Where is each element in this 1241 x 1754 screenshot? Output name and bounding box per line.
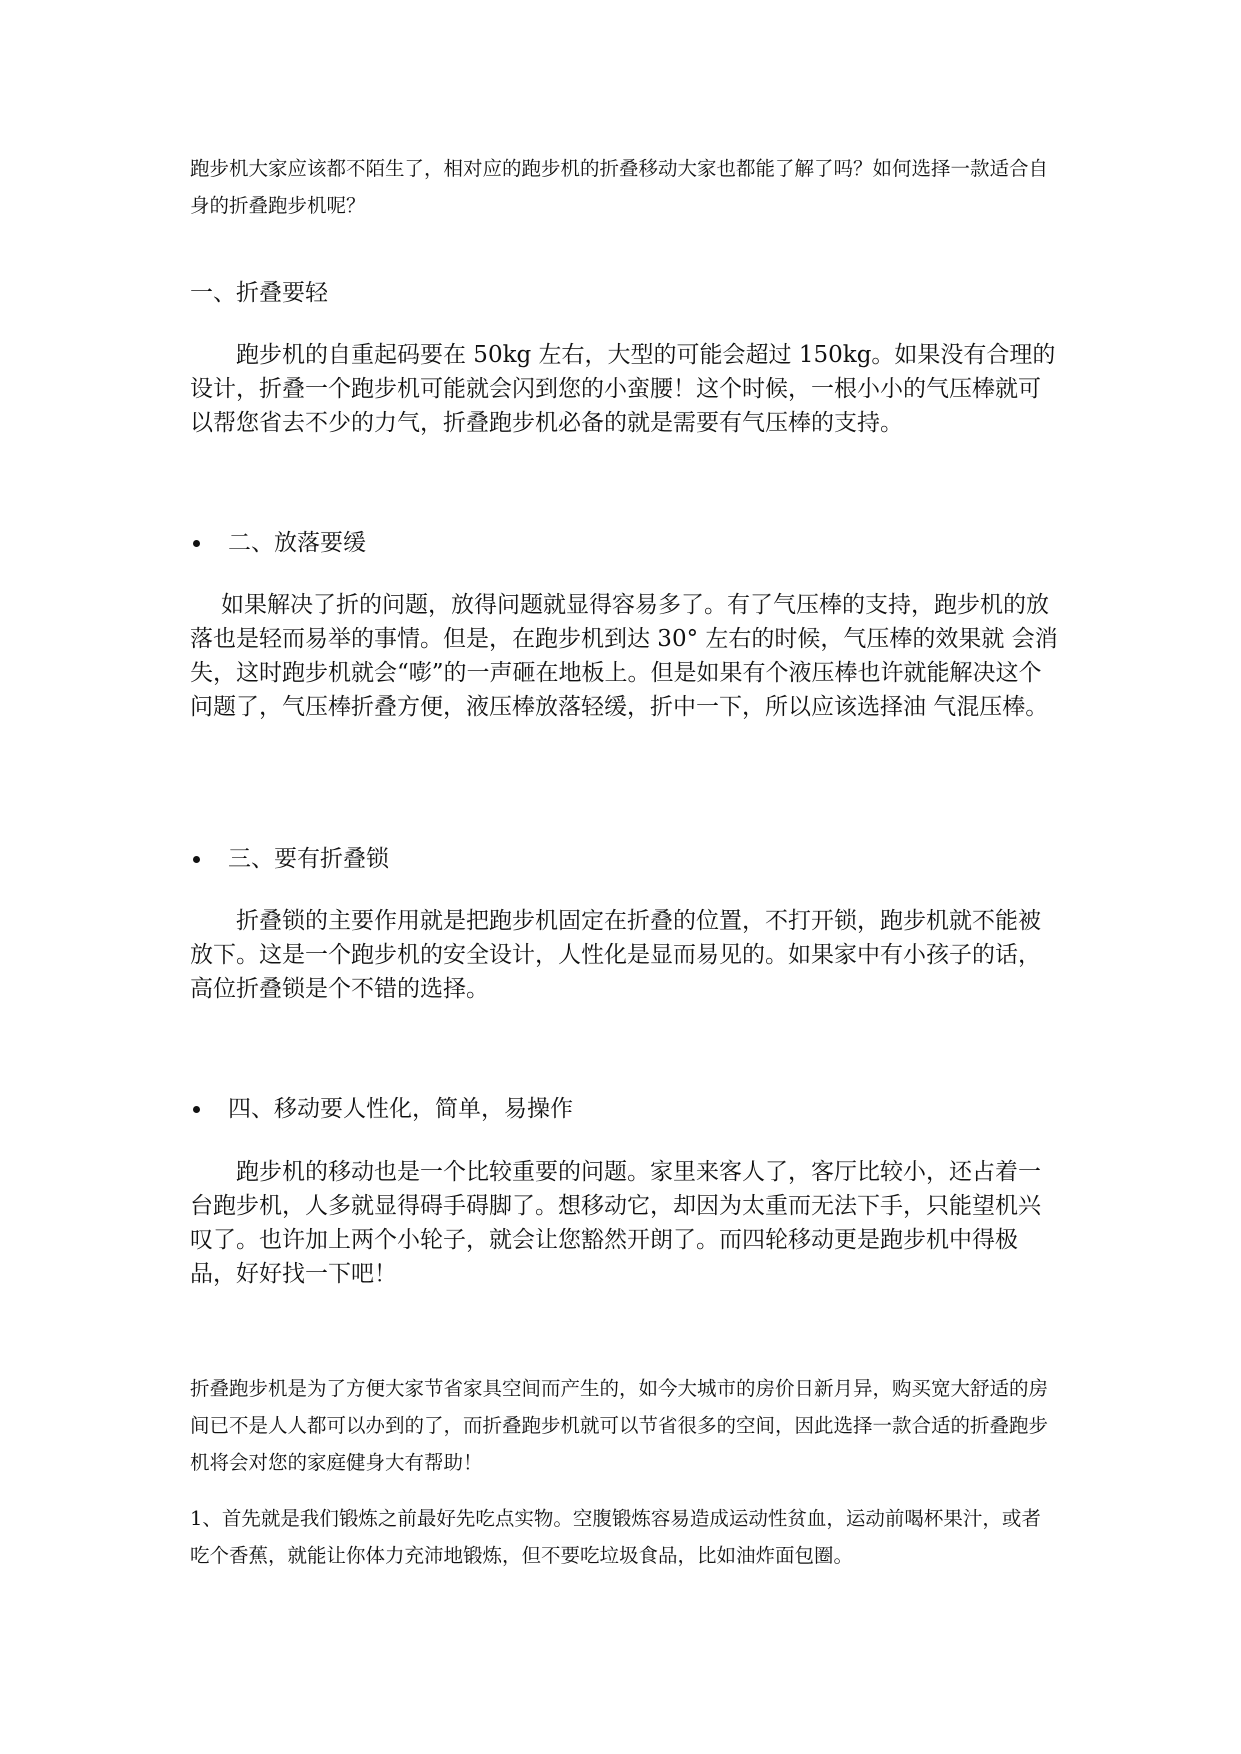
section-body-3: 折叠锁的主要作用就是把跑步机固定在折叠的位置，不打开锁，跑步机就不能被放下。这是一个跑步机的安全设计，人性化是显而易见的。如果家中有小孩子的话，高位折叠锁是个不错的选择。 xyxy=(190,908,1041,1002)
section-body-2: 如果解决了折的问题，放得问题就显得容易多了。有了气压棒的支持，跑步机的放落也是轻而易举的事情。但是，在跑步机到达 30° 左右的时候，气压棒的效果就 会消失，这时跑步机就会“嘭”的一声砸在地板上。但是如果有个液压棒也许就能解决这个问题了，气压棒折叠方便，液压棒放落轻缓，折中一下，所以应该选择油 气混压棒。 xyxy=(190,592,1058,720)
intro-paragraph: 跑步机大家应该都不陌生了，相对应的跑步机的折叠移动大家也都能了解了吗？如何选择一款适合自身的折叠跑步机呢？ xyxy=(190,157,1049,217)
section-heading-4: 四、移动要人性化，简单，易操作 xyxy=(228,1096,573,1122)
bullet-icon xyxy=(193,856,200,863)
section-heading-2: 二、放落要缓 xyxy=(228,530,366,556)
section-heading-3: 三、要有折叠锁 xyxy=(228,846,389,872)
section-heading-3-row xyxy=(190,842,1060,876)
outro-paragraph: 折叠跑步机是为了方便大家节省家具空间而产生的，如今大城市的房价日新月异，购买宽大舒适的房间已不是人人都可以办到的了，而折叠跑步机就可以节省很多的空间，因此选择一款合适的折叠跑步机将会对您的家庭健身大有帮助！ xyxy=(190,1377,1049,1474)
section-body-1: 跑步机的自重起码要在 50kg 左右，大型的可能会超过 150kg。如果没有合理的设计，折叠一个跑步机可能就会闪到您的小蛮腰！这个时候，一根小小的气压棒就可以帮您省去不少的力气，折叠跑步机必备的就是需要有气压棒的支持。 xyxy=(190,342,1056,436)
bullet-icon xyxy=(193,540,200,547)
tip-paragraph: 1、首先就是我们锻炼之前最好先吃点实物。空腹锻炼容易造成运动性贫血，运动前喝杯果汁，或者吃个香蕉，就能让你体力充沛地锻炼，但不要吃垃圾食品，比如油炸面包圈。 xyxy=(190,1507,1041,1567)
section-body-4: 跑步机的移动也是一个比较重要的问题。家里来客人了，客厅比较小，还占着一台跑步机，人多就显得碍手碍脚了。想移动它，却因为太重而无法下手，只能望机兴叹了。也许加上两个小轮子，就会让您豁然开朗了。而四轮移动更是跑步机中得极品，好好找一下吧！ xyxy=(190,1159,1041,1287)
section-heading-2-row xyxy=(190,526,1060,560)
section-heading-1: 一、折叠要轻 xyxy=(190,280,328,306)
section-heading-4-row xyxy=(190,1092,1060,1126)
bullet-icon xyxy=(193,1106,200,1113)
